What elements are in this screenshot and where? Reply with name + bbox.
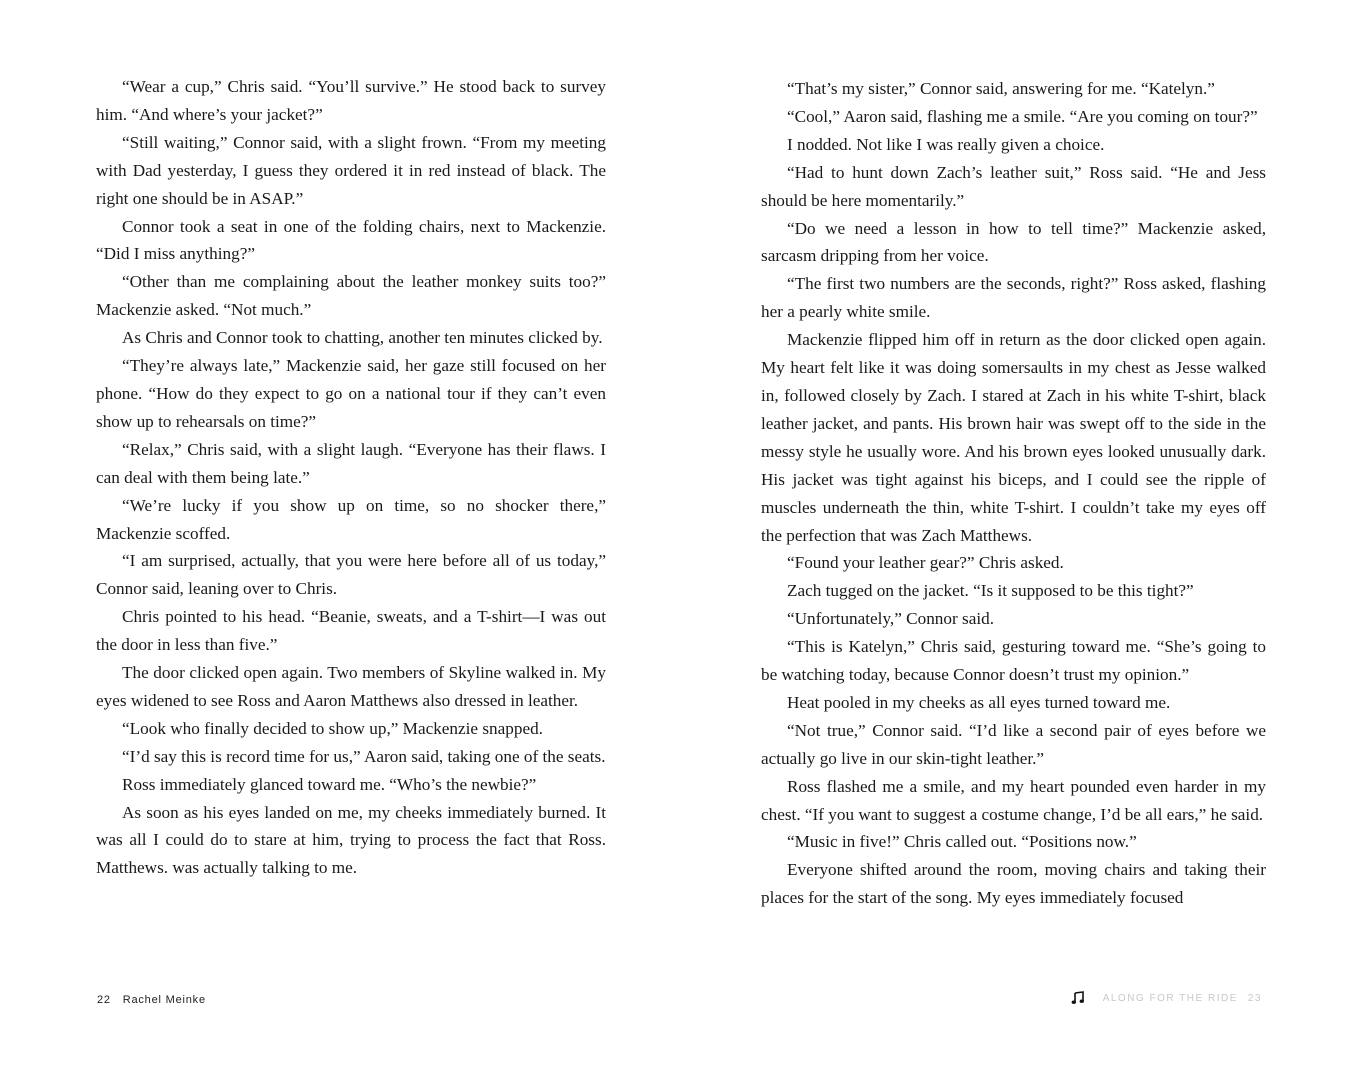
paragraph: As soon as his eyes landed on me, my cheeks immediately burned. It was all I could do to stare at him, trying to process the fact that Ross. Matthews. was actually talking to me. [96,802,606,878]
right-page [680,0,1361,1080]
page-footer-left [97,994,206,1006]
paragraph: “They’re always late,” Mackenzie said, her gaze still focused on her phone. “How do they expect to go on a national tour if they can’t even show up to rehearsals on time?” [96,356,606,431]
paragraph: “Other than me complaining about the leather monkey suits too?” Mackenzie asked. “Not much.” [96,272,606,320]
right-page-text [761,75,1266,912]
paragraph: “Wear a cup,” Chris said. “You’ll survive.” He stood back to survey him. “And where’s your jacket?” [96,77,606,124]
page-number: 22 [97,994,111,1006]
paragraph: “That’s my sister,” Connor said, answering for me. “Katelyn.” [787,79,1215,98]
page-number: 23 [1247,992,1262,1004]
paragraph: Ross flashed me a smile, and my heart pounded even harder in my chest. “If you want to suggest a costume change, I’d be all ears,” he said. [761,776,1266,824]
paragraph: The door clicked open again. Two members of Skyline walked in. My eyes widened to see Ross and Aaron Matthews also dressed in leather. [96,663,606,710]
paragraph: “I am surprised, actually, that you were here before all of us today,” Connor said, leaning over to Chris. [96,551,606,599]
paragraph: Everyone shifted around the room, moving chairs and taking their places for the start of the song. My eyes immediately focused [761,860,1266,908]
paragraph: “Music in five!” Chris called out. “Positions now.” [787,832,1137,852]
paragraph: “Cool,” Aaron said, flashing me a smile. “Are you coming on tour?” [787,106,1258,126]
music-note-icon [1071,991,1085,1005]
page-footer-right [1071,991,1262,1005]
left-page [0,0,680,1080]
paragraph: Zach tugged on the jacket. “Is it supposed to be this tight?” [787,581,1194,601]
paragraph: “We’re lucky if you show up on time, so no shocker there,” Mackenzie scoffed. [96,495,606,543]
paragraph: “Not true,” Connor said. “I’d like a second pair of eyes before we actually go live in our skin-tight leather.” [761,720,1266,768]
paragraph: “Relax,” Chris said, with a slight laugh. “Everyone has their flaws. I can deal with them being late.” [96,439,606,487]
paragraph: “The first two numbers are the seconds, right?” Ross asked, flashing her a pearly white smile. [761,274,1266,322]
paragraph: I nodded. Not like I was really given a choice. [787,134,1105,154]
left-page-text [96,73,606,882]
book-title: ALONG FOR THE RIDE [1102,992,1238,1004]
paragraph: “Had to hunt down Zach’s leather suit,” Ross said. “He and Jess should be here momentarily.” [761,162,1266,210]
author-name: Rachel Meinke [122,994,206,1006]
paragraph: Heat pooled in my cheeks as all eyes turned toward me. [787,692,1171,712]
paragraph: “This is Katelyn,” Chris said, gesturing toward me. “She’s going to be watching today, because Connor doesn’t trust my opinion.” [761,637,1266,685]
paragraph: “Look who finally decided to show up,” Mackenzie snapped. [122,718,543,738]
paragraph: “Found your leather gear?” Chris asked. [787,553,1064,573]
paragraph: Ross immediately glanced toward me. “Who’s the newbie?” [122,774,537,794]
paragraph: “Do we need a lesson in how to tell time?” Mackenzie asked, sarcasm dripping from her voice. [761,218,1266,266]
paragraph: “I’d say this is record time for us,” Aaron said, taking one of the seats. [122,746,606,766]
paragraph: “Still waiting,” Connor said, with a slight frown. “From my meeting with Dad yesterday, I guess they ordered it in red instead of black. The right one should be in ASAP.” [96,132,606,208]
paragraph: As Chris and Connor took to chatting, another ten minutes clicked by. [122,328,603,348]
paragraph: Chris pointed to his head. “Beanie, sweats, and a T-shirt—I was out the door in less than five.” [96,607,606,655]
paragraph: Mackenzie flipped him off in return as the door clicked open again. My heart felt like it was doing somersaults in my chest as Jesse walked in, followed closely by Zach. I stared at Zach in his white T-shirt, black leather jacket, and pants. His brown hair was swept off to the side in the messy style he usually wore. And his brown eyes looked unusually dark. His jacket was tight against his biceps, and I could see the ripple of muscles underneath the thin, white T-shirt. I couldn’t take my eyes off the perfection that was Zach Matthews. [761,330,1266,545]
paragraph: “Unfortunately,” Connor said. [787,609,994,629]
paragraph: Connor took a seat in one of the folding chairs, next to Mackenzie. “Did I miss anything?” [96,216,606,264]
